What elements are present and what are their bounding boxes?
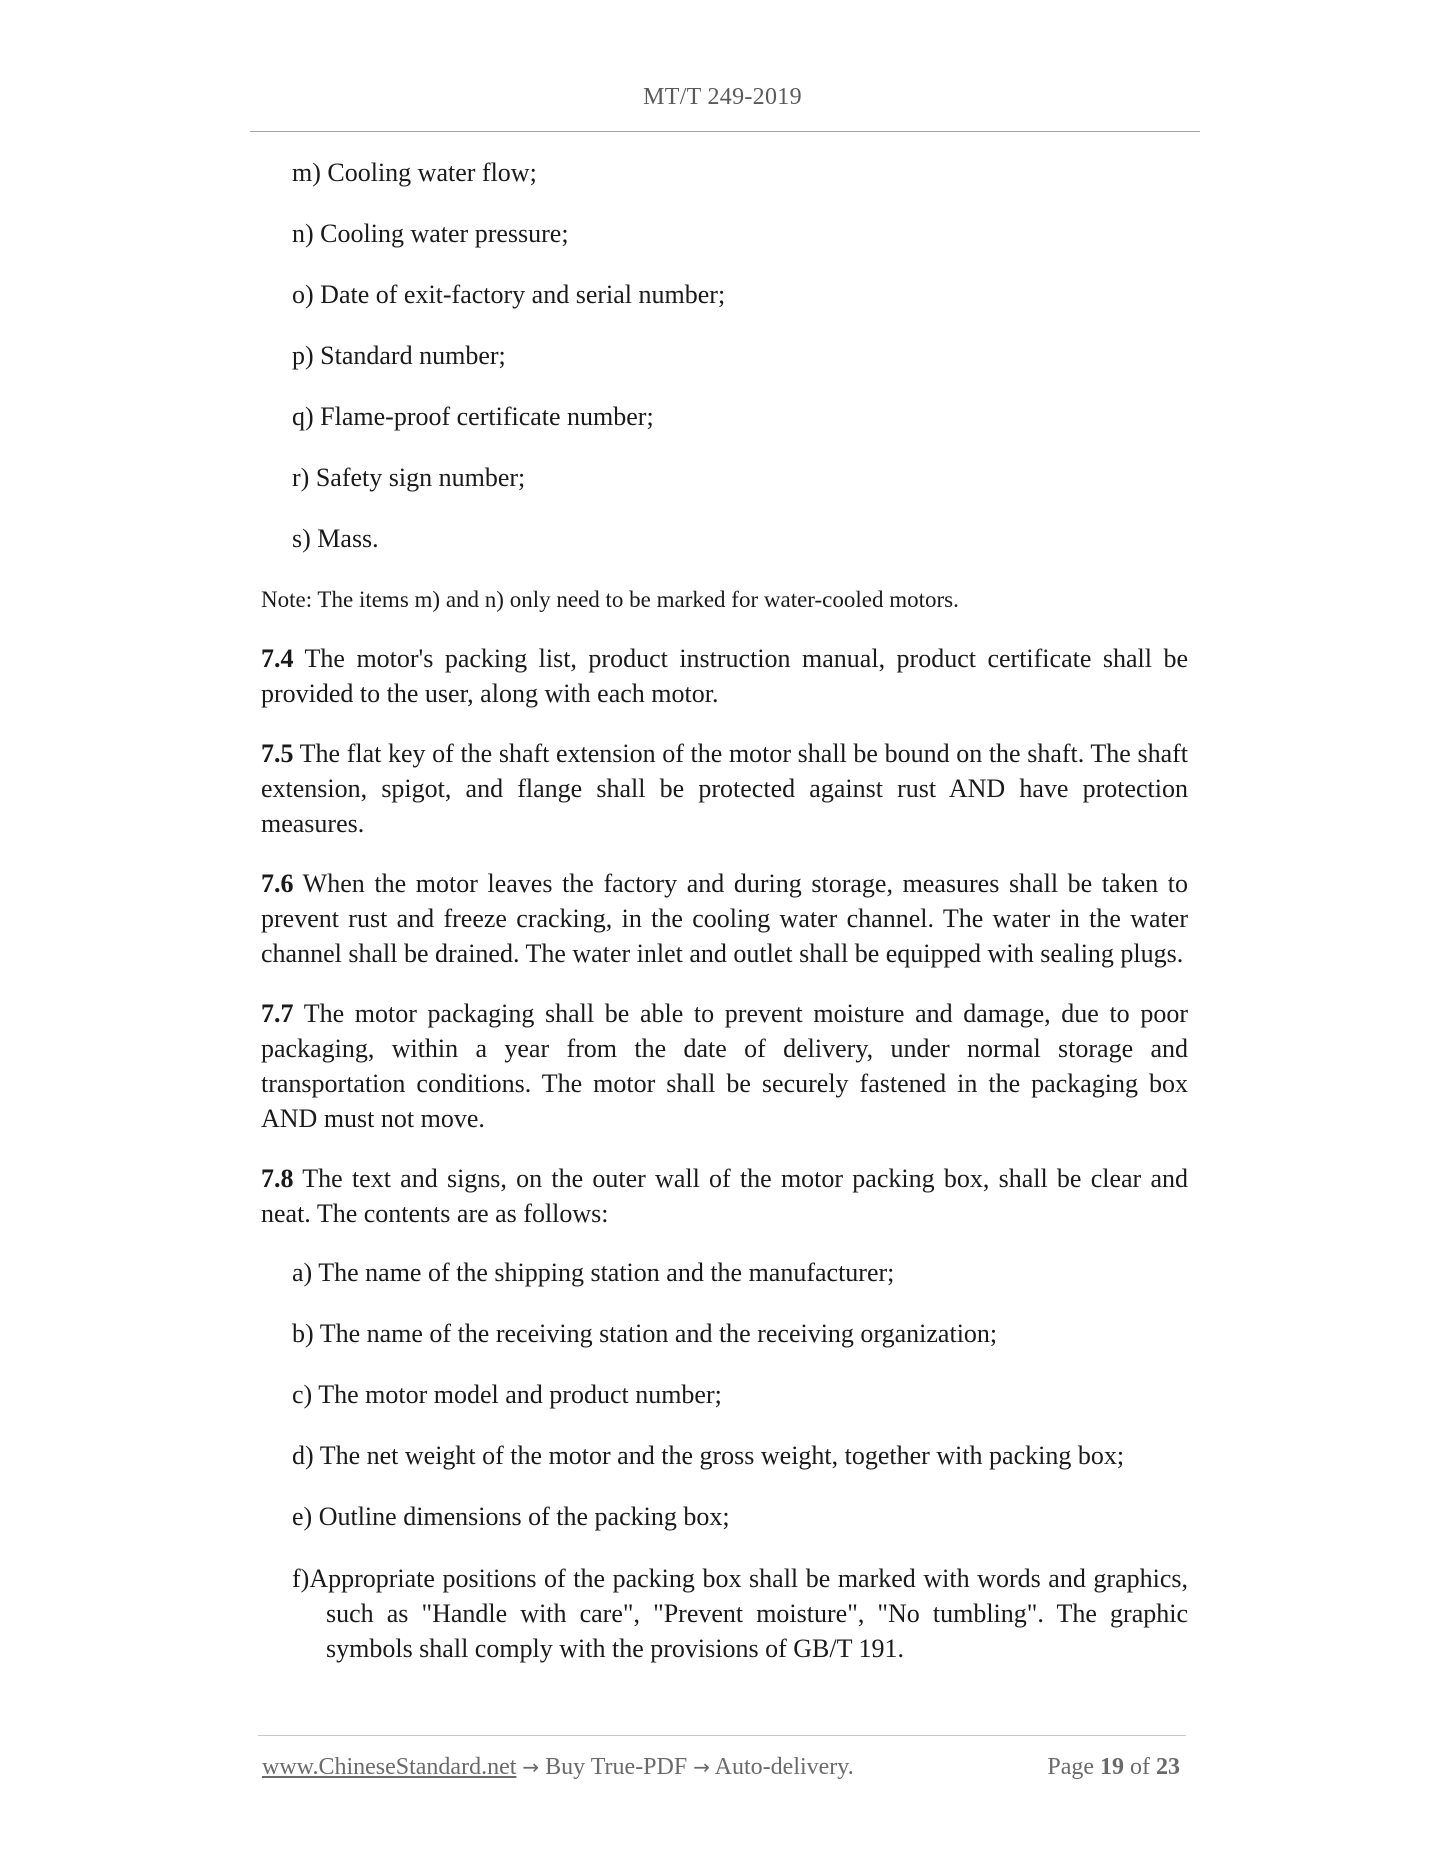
list-item-text: The net weight of the motor and the gross weight, together with packing box; bbox=[319, 1441, 1125, 1470]
clause-number: 7.5 bbox=[261, 739, 294, 768]
list-item-o bbox=[292, 278, 1188, 312]
clause-text: The motor's packing list, product instruction manual, product certificate shall be provided to the user, along with each motor. bbox=[261, 644, 1189, 708]
auto-delivery-text: Auto-delivery. bbox=[714, 1754, 854, 1780]
list-item-label: r) bbox=[292, 463, 310, 492]
clause-text: The motor packaging shall be able to prevent moisture and damage, due to poor packaging, within a year from the date of delivery, under normal storage and transportation conditions. The motor shall be securely fastened in the packaging box AND must not move. bbox=[261, 999, 1188, 1133]
list-item-n bbox=[292, 217, 1188, 251]
arrow-right-icon: → bbox=[693, 1755, 710, 1779]
clause-7-7 bbox=[261, 996, 1188, 1136]
list-item-label: f) bbox=[292, 1564, 310, 1593]
page-body bbox=[261, 156, 1188, 1666]
page-label: Page bbox=[1047, 1754, 1094, 1780]
clause-7-8 bbox=[261, 1161, 1188, 1231]
list-item-text: The name of the receiving station and the receiving organization; bbox=[319, 1319, 998, 1348]
list-item-p bbox=[292, 339, 1188, 373]
list-item-label: o) bbox=[292, 280, 314, 309]
list-item-label: c) bbox=[292, 1380, 313, 1409]
clause-number: 7.6 bbox=[261, 869, 294, 898]
note-text: Note: The items m) and n) only need to be marked for water-cooled motors. bbox=[261, 587, 959, 612]
list-item-label: m) bbox=[292, 158, 321, 187]
website-link[interactable]: www.ChineseStandard.net bbox=[262, 1754, 517, 1780]
buy-pdf-text: Buy True-PDF bbox=[545, 1754, 688, 1780]
list-item-a bbox=[292, 1256, 1188, 1290]
list-item-label: b) bbox=[292, 1319, 314, 1348]
header-divider bbox=[250, 131, 1200, 132]
list-item-c bbox=[292, 1378, 1188, 1412]
page-number bbox=[1047, 1750, 1180, 1784]
clause-text: The text and signs, on the outer wall of the motor packing box, shall be clear and neat. The contents are as follows: bbox=[261, 1164, 1188, 1228]
list-item-text: Safety sign number; bbox=[315, 463, 526, 492]
clause-7-6 bbox=[261, 866, 1188, 971]
list-item-f bbox=[292, 1561, 1188, 1666]
list-item-label: n) bbox=[292, 219, 314, 248]
page-total: 23 bbox=[1156, 1754, 1180, 1780]
clause-text: The flat key of the shaft extension of the motor shall be bound on the shaft. The shaft extension, spigot, and flange shall be protected against rust AND have protection measures. bbox=[261, 739, 1189, 838]
of-label: of bbox=[1130, 1754, 1150, 1780]
list-item-s bbox=[292, 522, 1188, 556]
list-item-text: Flame-proof certificate number; bbox=[320, 402, 654, 431]
list-item-b bbox=[292, 1317, 1188, 1351]
footer-promo bbox=[262, 1750, 854, 1784]
list-item-text: Date of exit-factory and serial number; bbox=[320, 280, 726, 309]
list-item-text: Appropriate positions of the packing box shall be marked with words and graphics, such as "Handle with care", "Prevent moisture", "No tumbling". The graphic symbols shall comply with the provisions of GB/T 191. bbox=[309, 1564, 1188, 1663]
clause-number: 7.7 bbox=[261, 999, 294, 1028]
list-item-label: s) bbox=[292, 524, 311, 553]
list-item-label: p) bbox=[292, 341, 314, 370]
page-current: 19 bbox=[1100, 1754, 1124, 1780]
list-item-text: Cooling water pressure; bbox=[320, 219, 569, 248]
list-item-text: Standard number; bbox=[320, 341, 506, 370]
list-item-label: q) bbox=[292, 402, 314, 431]
list-item-text: The motor model and product number; bbox=[318, 1380, 722, 1409]
page-footer bbox=[262, 1750, 1180, 1784]
clause-7-5 bbox=[261, 736, 1188, 841]
list-item-e bbox=[292, 1500, 1188, 1534]
clause-number: 7.4 bbox=[261, 644, 294, 673]
list-item-text: The name of the shipping station and the manufacturer; bbox=[318, 1258, 895, 1287]
list-item-label: e) bbox=[292, 1502, 313, 1531]
list-item-m bbox=[292, 156, 1188, 190]
clause-7-4 bbox=[261, 641, 1188, 711]
list-item-text: Cooling water flow; bbox=[327, 158, 537, 187]
document-id-header: MT/T 249-2019 bbox=[643, 84, 802, 110]
footer-divider bbox=[258, 1735, 1186, 1736]
list-item-label: d) bbox=[292, 1441, 314, 1470]
clause-text: When the motor leaves the factory and during storage, measures shall be taken to prevent rust and freeze cracking, in the cooling water channel. The water in the water channel shall be drained. The water inlet and outlet shall be equipped with sealing plugs. bbox=[261, 869, 1188, 968]
arrow-right-icon: → bbox=[522, 1755, 540, 1779]
list-item-text: Mass. bbox=[317, 524, 379, 553]
list-item-q bbox=[292, 400, 1188, 434]
list-item-r bbox=[292, 461, 1188, 495]
clause-number: 7.8 bbox=[261, 1164, 294, 1193]
list-item-label: a) bbox=[292, 1258, 313, 1287]
list-item-text: Outline dimensions of the packing box; bbox=[318, 1502, 730, 1531]
list-item-d bbox=[292, 1439, 1188, 1473]
